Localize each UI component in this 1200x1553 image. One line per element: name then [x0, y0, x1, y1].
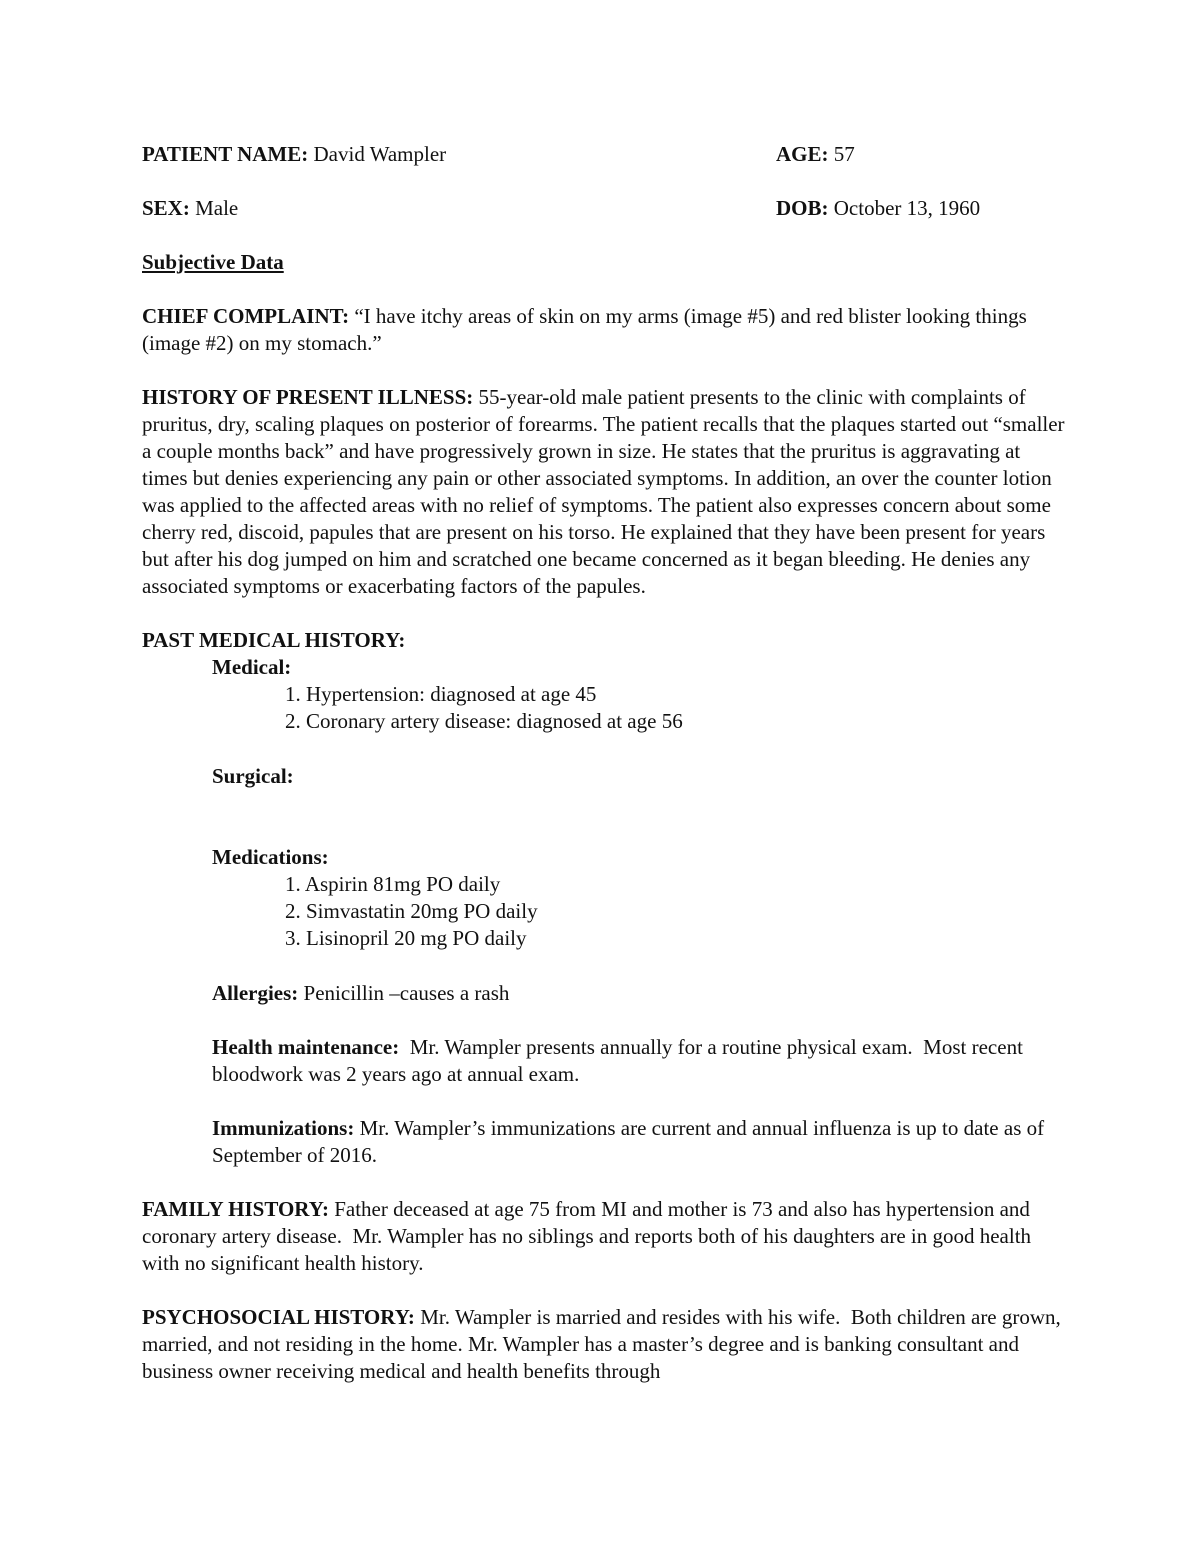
age-field	[776, 141, 855, 168]
sex-label: SEX:	[142, 196, 190, 220]
medications-label: Medications:	[212, 845, 329, 869]
health-maintenance-text: Mr. Wampler presents annually for a routine physical exam. Most recent bloodwork was 2 years ago at annual exam.	[212, 1035, 1029, 1086]
hpi-label: HISTORY OF PRESENT ILLNESS:	[142, 385, 474, 409]
chief-complaint-text: “I have itchy areas of skin on my arms (image #5) and red blister looking things (image #2) on my stomach.”	[142, 304, 1027, 355]
allergies	[212, 980, 1067, 1007]
medical-item: 1. Hypertension: diagnosed at age 45	[285, 682, 597, 706]
family-history-text: Father deceased at age 75 from MI and mother is 73 and also has hypertension and coronary artery disease. Mr. Wampler has no siblings and reports both of his daughters are in good health with no significant health history.	[142, 1197, 1037, 1275]
psychosocial-history-text: Mr. Wampler is married and resides with his wife. Both children are grown, married, and not residing in the home. Mr. Wampler has a master’s degree and is banking consultant and business owner receiving medical and health benefits through	[142, 1305, 1067, 1383]
patient-name-field	[142, 142, 446, 166]
psychosocial-history-label: PSYCHOSOCIAL HISTORY:	[142, 1305, 415, 1329]
subjective-data-heading	[142, 249, 1067, 276]
pmh-label: PAST MEDICAL HISTORY:	[142, 628, 406, 652]
medication-item: 3. Lisinopril 20 mg PO daily	[285, 926, 527, 950]
dob-field	[776, 195, 980, 222]
medications-list	[285, 871, 1067, 952]
allergies-text: Penicillin –causes a rash	[298, 981, 510, 1005]
sex-row	[142, 195, 1067, 222]
patient-name-row	[142, 141, 1067, 168]
surgical-subheading	[212, 763, 1067, 790]
family-history	[142, 1196, 1067, 1277]
sex-field	[142, 196, 238, 220]
allergies-label: Allergies:	[212, 981, 299, 1005]
chief-complaint	[142, 303, 1067, 357]
hpi-text: 55-year-old male patient presents to the clinic with complaints of pruritus, dry, scaling plaques on posterior of forearms. The patient recalls that the plaques started out “smaller a couple months back” and have progressively grown in size. He states that the pruritus is aggravating at times but denies experiencing any pain or other associated symptoms. In addition, an over the counter lotion was applied to the affected areas with no relief of symptoms. The patient also expresses concern about some cherry red, discoid, papules that are present on his torso. He explained that they have been present for years but after his dog jumped on him and scratched one became concerned as it began bleeding. He denies any associated symptoms or exacerbating factors of the papules.	[142, 385, 1065, 598]
age-value: 57	[828, 142, 855, 166]
medical-label: Medical:	[212, 655, 292, 679]
sex-value: Male	[189, 196, 239, 220]
subjective-data-heading-text: Subjective Data	[142, 250, 284, 274]
medical-item: 2. Coronary artery disease: diagnosed at age 56	[285, 709, 683, 733]
immunizations-text: Mr. Wampler’s immunizations are current and annual influenza is up to date as of September of 2016.	[212, 1116, 1045, 1167]
chief-complaint-label: CHIEF COMPLAINT:	[142, 304, 350, 328]
dob-value: October 13, 1960	[828, 196, 981, 220]
medications-subheading	[212, 844, 1067, 871]
past-medical-history-heading	[142, 627, 1067, 654]
immunizations	[212, 1115, 1067, 1169]
health-maintenance-label: Health maintenance:	[212, 1035, 400, 1059]
medical-list	[285, 681, 1067, 735]
medication-item: 2. Simvastatin 20mg PO daily	[285, 899, 538, 923]
medical-subheading	[212, 654, 1067, 681]
patient-name-label: PATIENT NAME:	[142, 142, 309, 166]
document-page	[142, 141, 1067, 1385]
surgical-label: Surgical:	[212, 764, 294, 788]
age-label: AGE:	[776, 142, 829, 166]
patient-name-value: David Wampler	[308, 142, 447, 166]
psychosocial-history	[142, 1304, 1067, 1385]
health-maintenance	[212, 1034, 1067, 1088]
dob-label: DOB:	[776, 196, 829, 220]
family-history-label: FAMILY HISTORY:	[142, 1197, 329, 1221]
immunizations-label: Immunizations:	[212, 1116, 355, 1140]
history-present-illness	[142, 384, 1067, 600]
medication-item: 1. Aspirin 81mg PO daily	[285, 872, 501, 896]
